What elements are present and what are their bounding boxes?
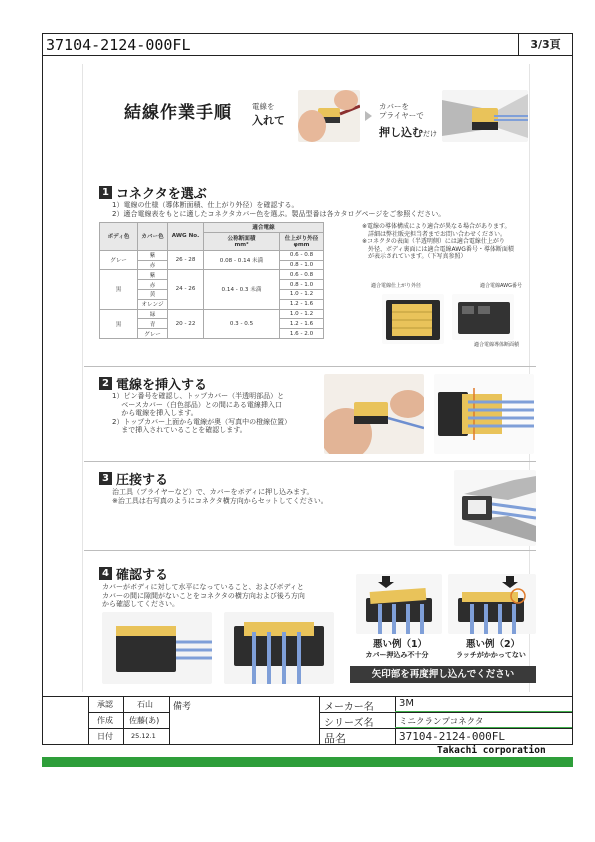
table-cell: 黒 xyxy=(100,270,138,309)
table-cell: 0.08 - 0.14 未満 xyxy=(204,250,280,270)
footer-green-bar xyxy=(42,757,573,767)
table-cell: 1.0 - 1.2 xyxy=(280,309,324,319)
date-label: 日付 xyxy=(97,732,113,741)
table-cell: 24 - 26 xyxy=(168,270,204,309)
bad-example-1-subtitle: カバー押込み不十分 xyxy=(365,651,429,659)
maker-value: 3M xyxy=(399,698,414,709)
bad-example-2-photo xyxy=(448,574,536,634)
col-cover-color: カバー色 xyxy=(138,223,168,251)
section-2-heading xyxy=(99,374,207,393)
table-cell: 0.6 - 0.8 xyxy=(280,270,324,280)
footer-divider xyxy=(319,697,320,744)
series-label: シリーズ名 xyxy=(324,718,374,729)
table-cell: 0.6 - 0.8 xyxy=(280,250,324,260)
table-cell: 黒 xyxy=(100,309,138,338)
col-area: 公称断面積 mm² xyxy=(204,232,280,250)
table-cell: 青 xyxy=(138,319,168,329)
table-cell: 1.2 - 1.6 xyxy=(280,299,324,309)
table-cell: グレー xyxy=(138,329,168,339)
section-4-text: カバーがボディに対して水平になっていること、およびボディと カバーの間に隙間がないことをコネクタの横方向および後ろ方向 から確認してください。 xyxy=(102,583,305,608)
part-value: 37104-2124-000FL xyxy=(399,730,505,743)
document-frame xyxy=(42,33,573,745)
section-3-heading xyxy=(99,469,168,488)
section-3-number: 3 xyxy=(99,472,112,485)
section-2-text: 1）ピン番号を確認し、トップカバー（半透明部品）と ベースカバー（白色部品）との間にある電線挿入口 から電線を挿入します。 2）トップカバー上面から電線が奥（写真中の橙線位置） まで挿入されていることを確認します。 xyxy=(112,392,292,434)
connector-back-photo xyxy=(452,294,514,340)
label-awg-number: 適合電線AWG番号 xyxy=(480,283,522,289)
reinsert-banner: 矢印部を再度押し込んでください xyxy=(350,666,536,683)
section-3-title: 圧接する xyxy=(116,473,169,488)
table-cell: 0.14 - 0.3 未満 xyxy=(204,270,280,309)
section-1-notes: ※電線の導体構成により適合が異なる場合があります。 詳細は弊社販売担当者までお問い合わせください。 ※コネクタの表面（半透明側）には適合電線仕上がり 外径、ボディ裏面には適合電線AWG番号・導体断面積 が表示されています。（下写真参照） xyxy=(362,223,514,260)
bad-example-1-title: 悪い例（1） xyxy=(372,639,428,650)
crimp-photo xyxy=(454,470,536,546)
table-cell: 0.3 - 0.5 xyxy=(204,309,280,338)
section-4-title: 確認する xyxy=(116,568,169,583)
step-b-strong xyxy=(379,124,437,140)
footer-divider xyxy=(395,697,396,744)
footer-divider xyxy=(123,697,124,744)
table-cell: 26 - 28 xyxy=(168,250,204,270)
table-cell: グレー xyxy=(100,250,138,270)
step-b-small-text: だけ xyxy=(423,130,437,138)
approve-label: 承認 xyxy=(97,700,113,709)
label-conductor-area: 適合電線導体断面積 xyxy=(474,342,520,348)
footer-divider xyxy=(169,697,170,744)
table-cell: オレンジ xyxy=(138,299,168,309)
insert-wire-photo xyxy=(298,90,360,142)
connector-top-photo xyxy=(382,294,444,344)
divider xyxy=(84,550,536,551)
step-a-label: 電線を xyxy=(252,102,275,111)
col-group-header: 適合電線 xyxy=(204,223,324,233)
bad-example-2-title: 悪い例（2） xyxy=(465,639,521,650)
footer-green-line xyxy=(395,711,572,712)
table-cell: 赤 xyxy=(138,280,168,290)
step-b-strong-text: 押し込む xyxy=(379,126,423,139)
title-row xyxy=(43,34,572,56)
check-photo-back xyxy=(224,612,334,684)
table-cell: 緑 xyxy=(138,309,168,319)
page-indicator: 3/3頁 xyxy=(518,34,572,55)
step-b-label: カバーを プライヤーで xyxy=(379,102,424,120)
table-cell: 0.8 - 1.0 xyxy=(280,260,324,270)
table-cell: 赤 xyxy=(138,260,168,270)
table-row xyxy=(100,270,324,280)
divider xyxy=(84,366,536,367)
document-number: 37104-2124-000FL xyxy=(46,36,191,54)
table-cell: 0.8 - 1.0 xyxy=(280,280,324,290)
table-cell: 1.0 - 1.2 xyxy=(280,289,324,299)
table-cell: 20 - 22 xyxy=(168,309,204,338)
instruction-sheet xyxy=(44,56,572,696)
approve-name: 石山 xyxy=(137,700,153,709)
made-name: 佐藤(あ) xyxy=(129,716,160,725)
label-outer-diameter: 適合電線仕上がり外径 xyxy=(371,283,422,289)
col-body-color: ボディ色 xyxy=(100,223,138,251)
bad-example-1-photo xyxy=(356,574,442,634)
series-value: ミニクランプコネクタ xyxy=(399,717,484,727)
section-1-heading xyxy=(99,183,207,202)
section-4-number: 4 xyxy=(99,567,112,580)
pliers-photo xyxy=(442,90,528,142)
col-outer: 仕上がり外径 φmm xyxy=(280,232,324,250)
divider xyxy=(84,461,536,462)
footer-divider xyxy=(88,728,170,729)
maker-label: メーカー名 xyxy=(324,702,374,713)
table-cell: 紫 xyxy=(138,250,168,260)
table-row xyxy=(100,309,324,319)
awg-table xyxy=(99,222,324,339)
check-photo-side xyxy=(102,612,212,684)
remarks-label: 備考 xyxy=(173,702,192,712)
table-row xyxy=(100,250,324,260)
section-2-title: 電線を挿入する xyxy=(116,378,208,393)
made-label: 作成 xyxy=(97,716,113,725)
section-2-number: 2 xyxy=(99,377,112,390)
company-name: Takachi corporation xyxy=(437,745,546,756)
footer-green-line xyxy=(395,727,572,728)
main-title: 結線作業手順 xyxy=(124,103,232,123)
bad-example-2-subtitle: ラッチがかかってない xyxy=(456,651,526,659)
footer-divider xyxy=(88,712,170,713)
table-cell: 1.6 - 2.0 xyxy=(280,329,324,339)
step-a-strong: 入れて xyxy=(252,114,285,127)
date-value: 25.12.1 xyxy=(131,732,156,740)
section-1-number: 1 xyxy=(99,186,112,199)
section-1-title: コネクタを選ぶ xyxy=(116,187,207,202)
table-cell: 1.2 - 1.6 xyxy=(280,319,324,329)
footer-divider xyxy=(88,697,89,744)
section-1-text: 1）電線の仕様（導体断面積、仕上がり外径）を確認する。 2）適合電線表をもとに適したコネクタカバー色を選ぶ。製品型番は各カタログページをご参照ください。 xyxy=(112,201,446,218)
section-3-text: 治工具（プライヤーなど）で、カバーをボディに押し込みます。 ※治工具は右写真のようにコネクタ横方向からセットしてください。 xyxy=(112,488,328,505)
table-cell: 黄 xyxy=(138,289,168,299)
table-cell: 紫 xyxy=(138,270,168,280)
col-awg: AWG No. xyxy=(168,223,204,251)
arrow-right-icon xyxy=(365,111,372,121)
insert-step-photo-1 xyxy=(324,374,424,454)
insert-step-photo-2 xyxy=(434,374,534,454)
part-label: 品名 xyxy=(324,732,346,745)
section-4-heading xyxy=(99,564,168,583)
footer-table xyxy=(43,696,572,745)
